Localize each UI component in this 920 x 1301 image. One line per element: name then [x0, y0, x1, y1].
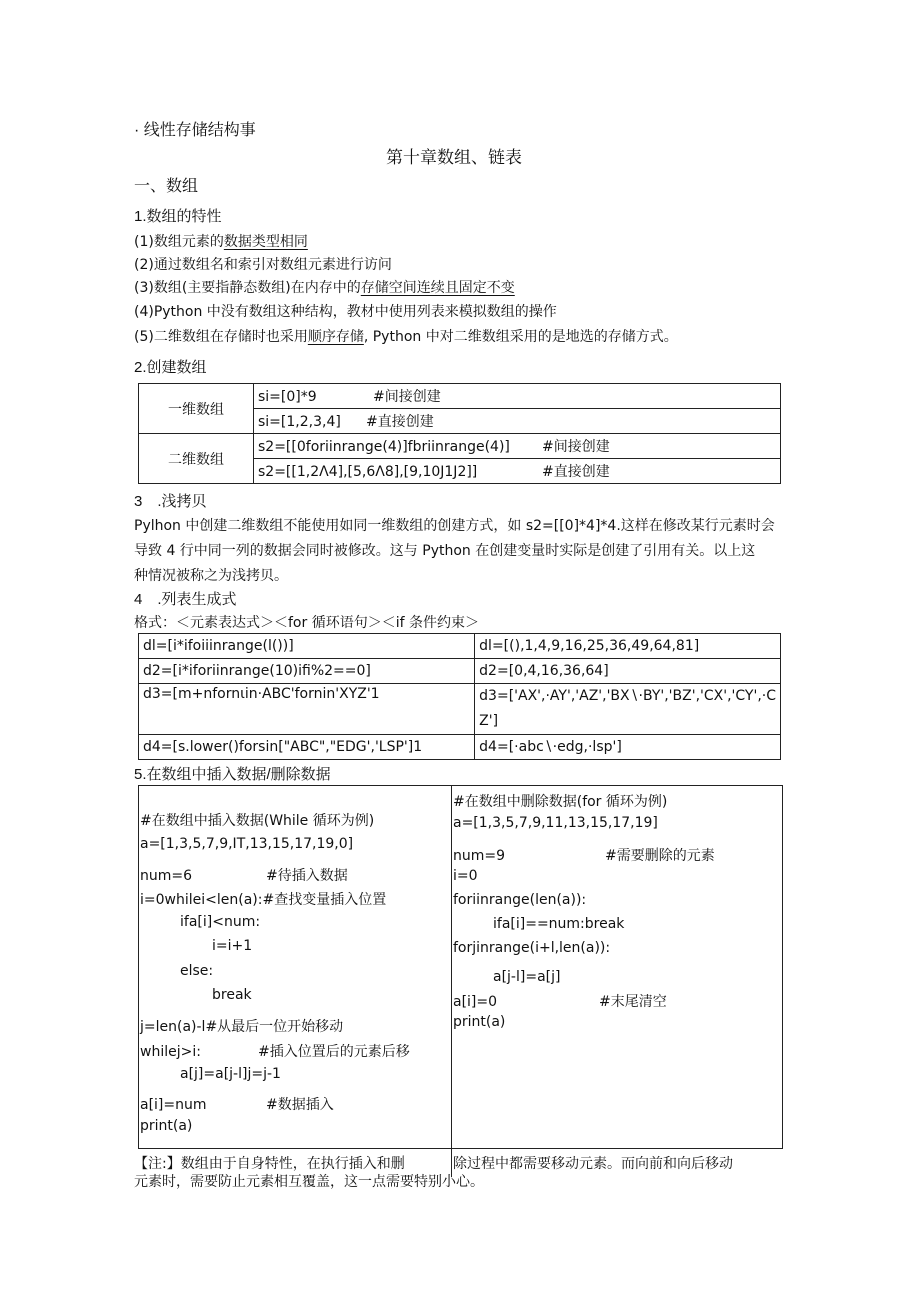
- one-dim-label: 一维数组: [139, 384, 254, 434]
- code-line: a[i]=0 #末尾清空: [453, 994, 667, 1010]
- code-line: num=9 #需要删除的元素: [453, 848, 715, 864]
- format-line: 格式：＜元素表达式＞＜for 循环语句＞＜if 条件约束＞: [134, 615, 479, 631]
- two-dim-label: 二维数组: [139, 434, 254, 484]
- create-array-table: [138, 383, 781, 484]
- paragraph-line: 导致 4 行中同一列的数据会同时被修改。这与 Python 在创建变量时实际是创建了引用有关。以上这: [134, 543, 756, 559]
- feature-item: (1)数组元素的数据类型相同: [134, 234, 308, 250]
- code-line: a[i]=num #数据插入: [140, 1097, 334, 1113]
- code-line: a=[1,3,5,7,9,IT,13,15,17,19,0]: [140, 836, 354, 852]
- code-line: i=0: [453, 868, 478, 884]
- code-column-divider: [451, 785, 452, 1177]
- section-array-heading: 一、数组: [134, 178, 199, 195]
- header-top: · 线性存储结构事: [134, 122, 256, 139]
- code-line: whilej>i: #插入位置后的元素后移: [140, 1044, 410, 1060]
- code-line: break: [212, 987, 252, 1003]
- subsection-4-heading: 4 .列表生成式: [134, 591, 237, 608]
- paragraph-line: Pylhon 中创建二维数组不能使用如同一维数组的创建方式，如 s2=[[0]*4]*4.这样在修改某行元素时会: [134, 518, 775, 534]
- table-cell: d4=[·abc∖·edg,·lsp']: [475, 735, 781, 760]
- code-line: forjinrange(i+l,len(a)):: [453, 940, 611, 956]
- code-line: a[j-l]=a[j]: [493, 969, 561, 985]
- note-left: 【注:】数组由于自身特性，在执行插入和删: [134, 1156, 405, 1172]
- table-cell: d3=[m+nfornιin·ABC'fornin'XYZ'1: [139, 684, 475, 735]
- code-line: i=i+1: [212, 938, 253, 954]
- code-line: #在数组中删除数据(for 循环为例): [453, 794, 668, 810]
- subsection-1-heading: 1.数组的特性: [134, 208, 222, 225]
- feature-item: (5)二维数组在存储时也采用顺序存储, Python 中对二维数组采用的是地选的存储方式。: [134, 329, 678, 345]
- table-row: si=[0]*9 #间接创建: [254, 384, 781, 409]
- table-cell: dl=[i*ifoiiinrange(l())]: [139, 634, 475, 659]
- code-line: print(a): [140, 1118, 193, 1134]
- table-row: s2=[[1,2Λ4],[5,6Λ8],[9,10J1J2]] #直接创建: [254, 459, 781, 484]
- table-row: [139, 735, 781, 760]
- chapter-title: 第十章数组、链表: [386, 148, 522, 168]
- table-row: [139, 684, 781, 735]
- code-line: ifa[i]<num:: [180, 914, 261, 930]
- list-comprehension-table: [138, 633, 781, 760]
- code-line: a=[1,3,5,7,9,11,13,15,17,19]: [453, 815, 658, 831]
- table-cell: d4=[s.lower()forsin["ABC","EDG','LSP']1: [139, 735, 475, 760]
- table-cell: d2=[0,4,16,36,64]: [475, 659, 781, 684]
- table-cell: dl=[(),1,4,9,16,25,36,49,64,81]: [475, 634, 781, 659]
- code-line: j=len(a)-l#从最后一位开始移动: [140, 1019, 344, 1035]
- table-cell: d2=[i*iforiinrange(10)ifi%2==0]: [139, 659, 475, 684]
- feature-item: (2)通过数组名和索引对数组元素进行访问: [134, 257, 392, 273]
- subsection-2-heading: 2.创建数组: [134, 359, 207, 376]
- note-line-2: 元素时，需要防止元素相互覆盖，这一点需要特别小心。: [134, 1174, 484, 1190]
- code-line: num=6 #待插入数据: [140, 868, 348, 884]
- note-right: 除过程中都需要移动元素。而向前和向后移动: [453, 1156, 733, 1172]
- subsection-5-heading: 5.在数组中插入数据/删除数据: [134, 766, 331, 783]
- table-row: s2=[[0foriinrange(4)]fbriinrange(4)] #间接创建: [254, 434, 781, 459]
- feature-item: (4)Python 中没有数组这种结构，教材中使用列表来模拟数组的操作: [134, 304, 557, 320]
- paragraph-line: 种情况被称之为浅拷贝。: [134, 568, 288, 584]
- code-line: print(a): [453, 1014, 506, 1030]
- code-line: a[j]=a[j-l]j=j-1: [180, 1066, 281, 1082]
- code-line: #在数组中插入数据(While 循环为例): [140, 813, 375, 829]
- subsection-3-heading: 3 .浅拷贝: [134, 493, 207, 510]
- code-line: foriinrange(len(a)):: [453, 892, 587, 908]
- table-row: [139, 634, 781, 659]
- code-line: ifa[i]==num:break: [493, 916, 625, 932]
- code-line: i=0whilei<len(a):#查找变量插入位置: [140, 892, 387, 908]
- table-row: si=[1,2,3,4] #直接创建: [254, 409, 781, 434]
- code-line: else:: [180, 963, 214, 979]
- table-row: [139, 659, 781, 684]
- feature-item: (3)数组(主要指静态数组)在内存中的存储空间连续且固定不变: [134, 280, 515, 296]
- table-cell: d3=['AX',·AY','AZ','BX∖·BY','BZ','CX','CY',·C Z']: [475, 684, 781, 735]
